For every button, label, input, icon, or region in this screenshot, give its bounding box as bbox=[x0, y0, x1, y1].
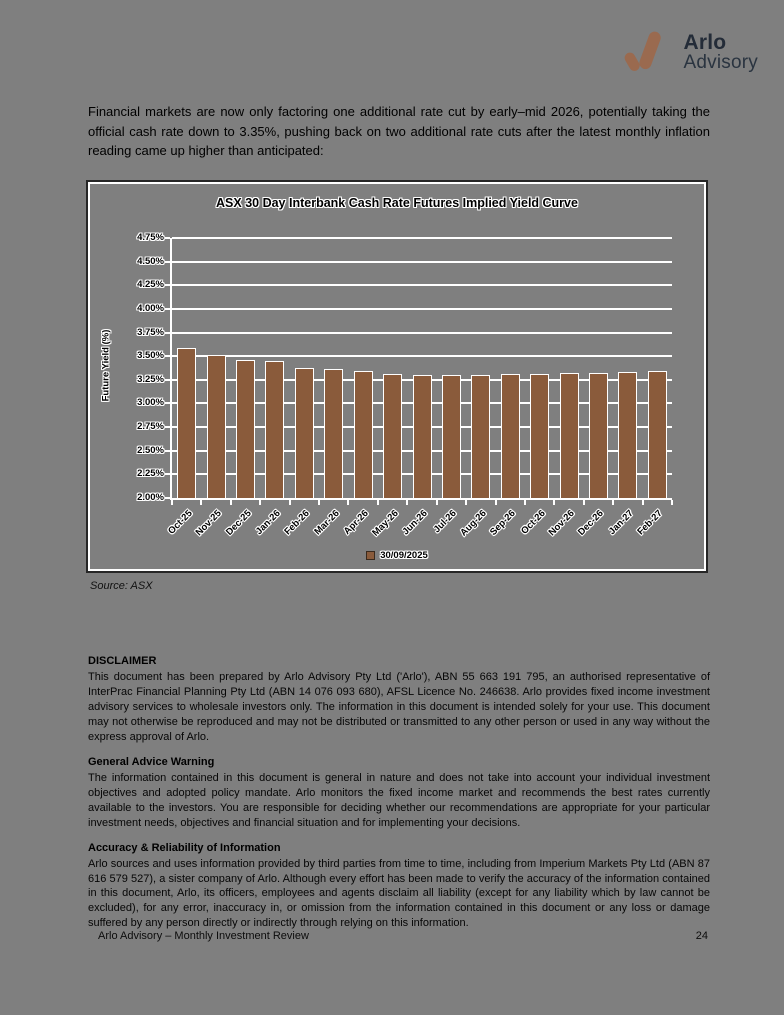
chart-title: ASX 30 Day Interbank Cash Rate Futures Implied Yield Curve bbox=[216, 196, 578, 210]
yield-curve-chart bbox=[86, 180, 708, 573]
bar-May-26 bbox=[383, 374, 402, 498]
y-tick-label: 4.25% bbox=[137, 279, 164, 291]
x-tick-mark bbox=[642, 500, 644, 505]
accuracy-body: Arlo sources and uses information provided by third parties from time to time, including from Imperium Markets Pty Ltd (ABN 87 616 579 527), a sister company of Arlo. Although every effort has been made to verify the accuracy of the information contained in this document, Arlo, its officers, employees and agents disclaim all liability (except for any liability which by law cannot be excluded), for any error, inaccuracy in, or omission from the information contained in this document or any loss or damage suffered by any person directly or indirectly through relying on this information. bbox=[88, 857, 710, 930]
x-tick-mark bbox=[347, 500, 349, 505]
gridline bbox=[172, 261, 672, 263]
general-advice-body: The information contained in this document is general in nature and does not take into account your individual investment objectives and adopted policy mandate. Arlo monitors the fixed income market and recommends the best rates currently available to the investors. You are responsible for deciding whether our recommendations are appropriate for your particular investment needs, objectives and financial situation and for implementing your decisions. bbox=[88, 771, 710, 829]
chart-legend bbox=[88, 550, 706, 561]
x-tick-label: Aug-26 bbox=[458, 508, 489, 539]
x-tick-label: Jan-26 bbox=[253, 508, 283, 538]
x-axis-line bbox=[170, 498, 672, 500]
x-tick-label: Dec-26 bbox=[576, 508, 607, 538]
bar-Oct-26 bbox=[530, 374, 549, 498]
general-advice-heading: General Advice Warning bbox=[88, 755, 215, 768]
page-footer bbox=[98, 930, 708, 942]
bar-Oct-25 bbox=[177, 348, 196, 498]
page-number: 24 bbox=[695, 930, 708, 942]
x-tick-mark bbox=[436, 500, 438, 505]
legal-sections bbox=[88, 655, 710, 942]
x-tick-mark bbox=[495, 500, 497, 505]
x-tick-mark bbox=[583, 500, 585, 505]
x-tick-label: Oct-25 bbox=[165, 508, 195, 537]
x-tick-label: Jun-26 bbox=[400, 508, 430, 538]
y-tick-label: 2.25% bbox=[137, 468, 164, 480]
bar-Jan-27 bbox=[618, 372, 637, 498]
bar-Nov-25 bbox=[207, 355, 226, 498]
legend-label: 30/09/2025 bbox=[380, 550, 428, 561]
disclaimer-body: This document has been prepared by Arlo Advisory Pty Ltd ('Arlo'), ABN 55 663 191 795, an authorised representative of InterPrac Financial Planning Pty Ltd (ABN 14 076 093 680), AFSL Licence No. 246638. Arlo provides fixed income investment advisory services to wholesale investors only. The information in this document is intended solely for your use. This document may not otherwise be reproduced and may not be distributed or transmitted to any other person or used in any way without the express approval of Arlo. bbox=[88, 671, 710, 743]
gridline bbox=[172, 237, 672, 239]
bar-Dec-26 bbox=[589, 373, 608, 498]
x-tick-label: Feb-27 bbox=[635, 508, 666, 538]
chart-y-axis-label: Future Yield (%) bbox=[100, 329, 112, 402]
accuracy-heading: Accuracy & Reliability of Information bbox=[88, 841, 281, 854]
bar-Jun-26 bbox=[413, 375, 432, 498]
x-tick-label: Sep-26 bbox=[488, 508, 519, 538]
x-tick-label: Dec-25 bbox=[223, 508, 254, 538]
bar-Jul-26 bbox=[442, 375, 461, 498]
x-tick-label: May-26 bbox=[369, 508, 401, 539]
x-tick-mark bbox=[318, 500, 320, 505]
x-tick-mark bbox=[465, 500, 467, 505]
x-tick-label: Oct-26 bbox=[518, 508, 548, 537]
intro-paragraph: Financial markets are now only factoring one additional rate cut by early–mid 2026, potentially taking the official cash rate down to 3.35%, pushing back on two additional rate cuts after the latest monthly inflation reading came up higher than anticipated: bbox=[88, 104, 710, 158]
x-tick-mark bbox=[289, 500, 291, 505]
gridline bbox=[172, 355, 672, 357]
y-tick-label: 3.25% bbox=[137, 373, 164, 385]
arlo-logo-icon bbox=[622, 26, 674, 78]
x-tick-label: Nov-25 bbox=[193, 508, 224, 539]
bar-Jan-26 bbox=[265, 361, 284, 498]
gridline bbox=[172, 332, 672, 334]
y-tick-label: 4.00% bbox=[137, 302, 164, 314]
x-tick-label: Feb-26 bbox=[282, 508, 313, 538]
bar-Feb-26 bbox=[295, 368, 314, 498]
y-tick-label: 2.75% bbox=[137, 421, 164, 433]
bar-Feb-27 bbox=[648, 371, 667, 498]
gridline bbox=[172, 308, 672, 310]
x-tick-mark bbox=[200, 500, 202, 505]
x-tick-mark bbox=[259, 500, 261, 505]
x-tick-mark bbox=[524, 500, 526, 505]
gridline bbox=[172, 284, 672, 286]
legend-swatch bbox=[366, 551, 375, 560]
brand-name: Arlo bbox=[683, 30, 727, 54]
x-tick-mark bbox=[406, 500, 408, 505]
bar-Mar-26 bbox=[324, 369, 343, 498]
brand-subname: Advisory bbox=[683, 52, 758, 74]
y-axis-line bbox=[170, 238, 172, 500]
bar-Aug-26 bbox=[471, 375, 490, 498]
disclaimer-heading: DISCLAIMER bbox=[88, 655, 157, 667]
bar-Sep-26 bbox=[501, 374, 520, 498]
y-tick-label: 2.50% bbox=[137, 444, 164, 456]
x-tick-mark bbox=[377, 500, 379, 505]
x-tick-label: Jul-26 bbox=[431, 508, 460, 536]
bar-Nov-26 bbox=[560, 373, 579, 498]
x-tick-mark bbox=[612, 500, 614, 505]
x-tick-label: Apr-26 bbox=[341, 508, 371, 538]
y-tick-label: 4.50% bbox=[137, 255, 164, 267]
y-tick-label: 3.00% bbox=[137, 397, 164, 409]
source-note: Source: ASX bbox=[90, 580, 153, 592]
x-tick-mark bbox=[230, 500, 232, 505]
footer-title: Arlo Advisory – Monthly Investment Review bbox=[98, 930, 309, 942]
y-tick-label: 3.50% bbox=[137, 350, 164, 362]
x-tick-label: Jan-27 bbox=[606, 508, 636, 538]
x-tick-mark bbox=[671, 500, 673, 505]
x-tick-label: Nov-26 bbox=[546, 508, 577, 539]
brand-logo bbox=[622, 26, 758, 78]
bar-Dec-25 bbox=[236, 360, 255, 498]
y-tick-label: 2.00% bbox=[137, 492, 164, 503]
y-tick-label: 4.75% bbox=[137, 232, 164, 243]
bar-Apr-26 bbox=[354, 371, 373, 498]
x-tick-label: Mar-26 bbox=[312, 508, 342, 538]
x-tick-mark bbox=[171, 500, 173, 505]
x-tick-mark bbox=[553, 500, 555, 505]
y-tick-label: 3.75% bbox=[137, 326, 164, 338]
